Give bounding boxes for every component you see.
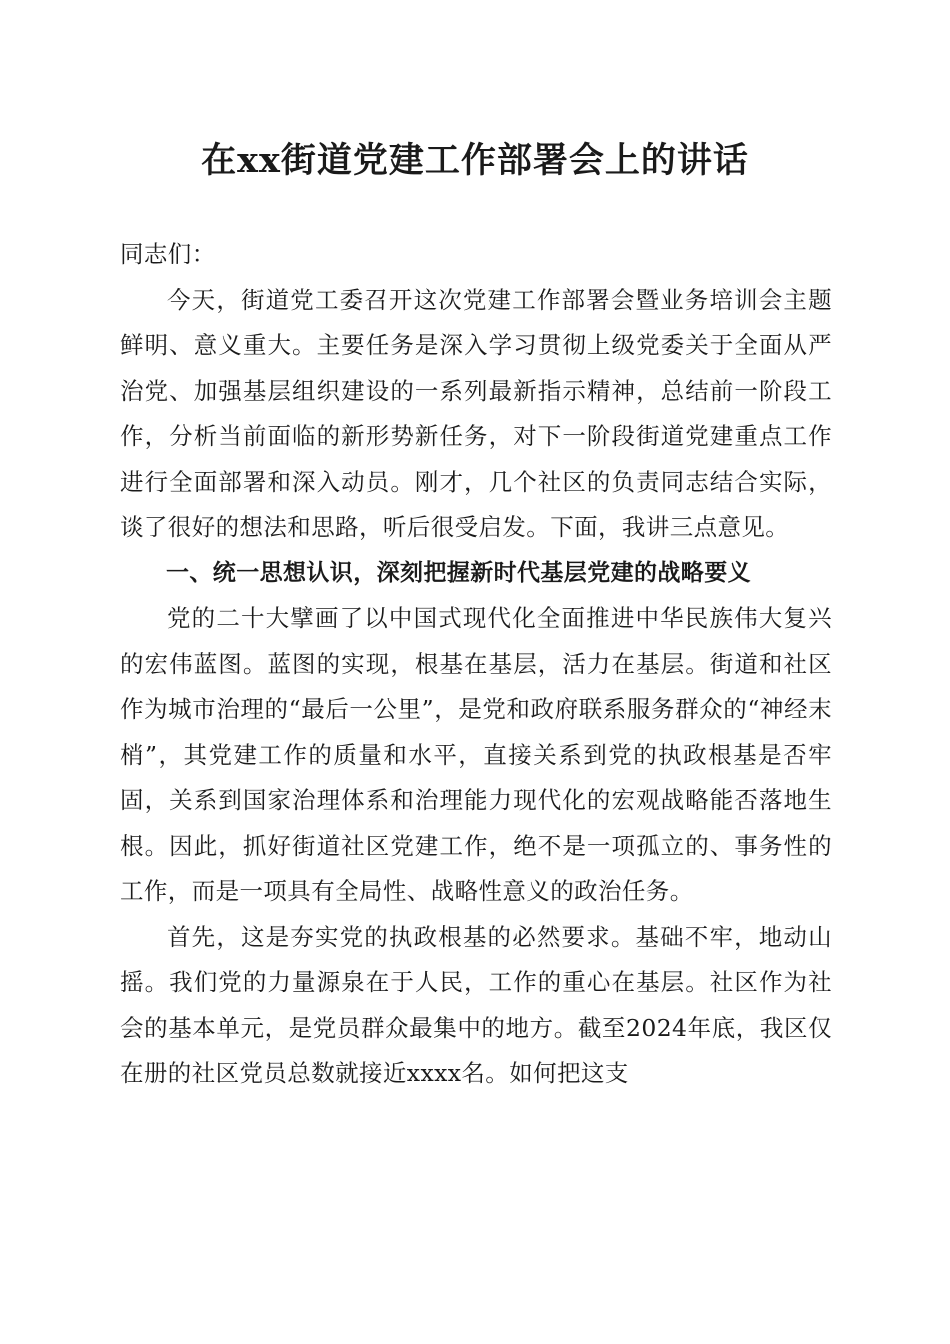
salutation: 同志们： [120,240,216,268]
document-body [120,232,832,1097]
paragraph-strategic-significance: 党的二十大擘画了以中国式现代化全面推进中华民族伟大复兴的宏伟蓝图。蓝图的实现，根基在基层，活力在基层。街道和社区作为城市治理的“最后一公里”，是党和政府联系服务群众的“神经末梢”，其党建工作的质量和水平，直接关系到党的执政根基是否牢固，关系到国家治理体系和治理能力现代化的宏观战略能否落地生根。因此，抓好街道社区党建工作，绝不是一项孤立的、事务性的工作，而是一项具有全局性、战略性意义的政治任务。 [120,604,832,905]
section-heading-1: 一、统一思想认识，深刻把握新时代基层党建的战略要义 [166,559,751,586]
paragraph-intro: 今天，街道党工委召开这次党建工作部署会暨业务培训会主题鲜明、意义重大。主要任务是深入学习贯彻上级党委关于全面从严治党、加强基层组织建设的一系列最新指示精神，总结前一阶段工作，分析当前面临的新形势新任务，对下一阶段街道党建重点工作进行全面部署和深入动员。刚才，几个社区的负责同志结合实际，谈了很好的想法和思路，听后很受启发。下面，我讲三点意见。 [120,285,832,541]
paragraph-first-point: 首先，这是夯实党的执政根基的必然要求。基础不牢，地动山摇。我们党的力量源泉在于人民，工作的重心在基层。社区作为社会的基本单元，是党员群众最集中的地方。截至2024年底，我区仅在册的社区党员总数就接近xxxx名。如何把这支 [120,922,832,1087]
document-title: 在xx街道党建工作部署会上的讲话 [201,140,749,181]
